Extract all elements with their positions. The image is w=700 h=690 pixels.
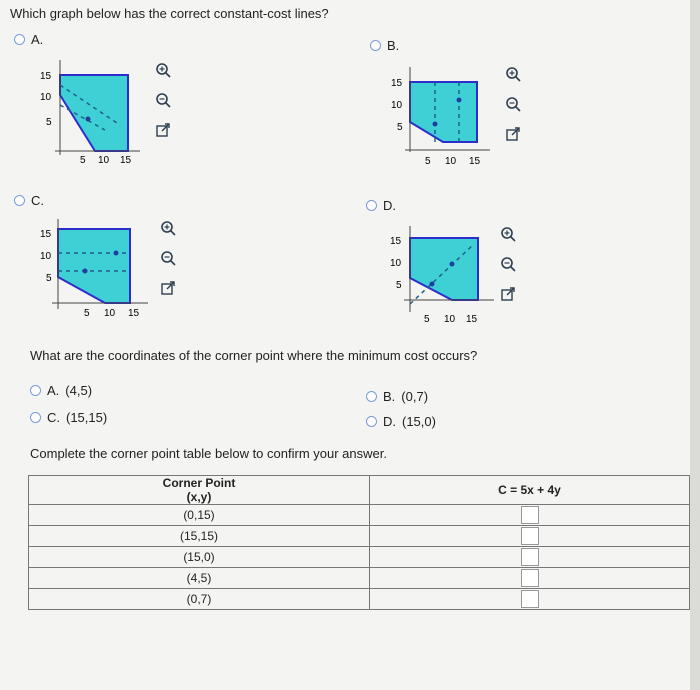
radio-button[interactable] [30, 412, 41, 423]
zoom-out-icon[interactable] [500, 256, 516, 272]
radio-button[interactable] [366, 200, 377, 211]
cost-input[interactable] [521, 569, 539, 587]
data-point [457, 98, 462, 103]
zoom-out-icon[interactable] [505, 96, 521, 112]
data-point [86, 117, 91, 122]
graph-c [30, 215, 155, 320]
option-c-graph[interactable] [14, 193, 44, 208]
option-value: (4,5) [65, 383, 93, 398]
y-tick-label: 15 [391, 78, 403, 89]
corner-point-cell: (0,7) [29, 589, 370, 610]
zoom-in-icon[interactable] [160, 220, 176, 236]
radio-button[interactable] [366, 391, 377, 402]
graph-c-toolbar [160, 220, 176, 296]
x-tick-label: 5 [80, 155, 86, 165]
corner-point-table [28, 475, 690, 610]
option-letter: B. [383, 389, 396, 404]
corner-point-cell: (0,15) [29, 505, 370, 526]
cost-input[interactable] [521, 590, 539, 608]
feasible-region [410, 82, 477, 142]
x-tick-label: 10 [104, 308, 116, 319]
header-corner-label: Corner Point [162, 476, 236, 490]
zoom-out-icon[interactable] [160, 250, 176, 266]
y-tick-label: 10 [390, 258, 402, 269]
cost-cell [370, 505, 690, 526]
cost-input[interactable] [521, 548, 539, 566]
option-b-answer[interactable] [366, 389, 428, 404]
option-c-answer[interactable] [30, 410, 107, 425]
question-3-text: Complete the corner point table below to confirm your answer. [30, 446, 387, 461]
option-letter: C. [47, 410, 60, 425]
option-value: (15,0) [402, 414, 436, 429]
x-tick-label: 15 [128, 308, 140, 319]
zoom-out-icon[interactable] [155, 92, 171, 108]
data-point [433, 122, 438, 127]
radio-button[interactable] [14, 34, 25, 45]
x-tick-label: 10 [445, 156, 457, 167]
graph-b [385, 62, 500, 172]
cost-cell [370, 547, 690, 568]
radio-button[interactable] [30, 385, 41, 396]
data-point [450, 262, 455, 267]
graph-d [382, 222, 507, 327]
feasible-region [60, 75, 128, 151]
table-row [29, 568, 690, 589]
data-point [83, 269, 88, 274]
option-b-graph[interactable] [370, 38, 399, 53]
graph-a-toolbar [155, 62, 171, 138]
y-tick-label: 5 [46, 273, 52, 284]
radio-button[interactable] [14, 195, 25, 206]
x-tick-label: 5 [84, 308, 90, 319]
y-tick-label: 5 [396, 280, 402, 291]
header-corner-point [29, 476, 370, 505]
option-d-graph[interactable] [366, 198, 396, 213]
corner-point-cell: (15,0) [29, 547, 370, 568]
option-d-answer[interactable] [366, 414, 436, 429]
x-tick-label: 15 [120, 155, 132, 165]
option-letter: B. [387, 38, 400, 53]
option-a-graph[interactable] [14, 32, 43, 47]
y-tick-label: 10 [40, 251, 52, 262]
y-tick-label: 5 [46, 117, 52, 128]
radio-button[interactable] [366, 416, 377, 427]
graph-d-toolbar [500, 226, 516, 302]
cost-cell [370, 589, 690, 610]
header-cost [370, 476, 690, 505]
graph-a [30, 55, 145, 165]
x-tick-label: 5 [424, 314, 430, 325]
question-1-text: Which graph below has the correct constant-cost lines? [10, 6, 329, 21]
header-cost-label: C = 5x + 4y [498, 483, 561, 497]
y-tick-label: 10 [40, 92, 52, 103]
radio-button[interactable] [370, 40, 381, 51]
data-point [114, 251, 119, 256]
graph-b-toolbar [505, 66, 521, 142]
y-tick-label: 15 [390, 236, 402, 247]
zoom-in-icon[interactable] [500, 226, 516, 242]
x-tick-label: 15 [466, 314, 478, 325]
x-tick-label: 10 [98, 155, 110, 165]
x-tick-label: 10 [444, 314, 456, 325]
header-xy-label: (x,y) [186, 490, 212, 504]
table-row [29, 589, 690, 610]
zoom-in-icon[interactable] [505, 66, 521, 82]
option-value: (15,15) [66, 410, 108, 425]
table-row [29, 526, 690, 547]
table-row [29, 505, 690, 526]
corner-point-cell: (4,5) [29, 568, 370, 589]
cost-cell [370, 526, 690, 547]
corner-point-cell: (15,15) [29, 526, 370, 547]
y-tick-label: 10 [391, 100, 403, 111]
cost-input[interactable] [521, 506, 539, 524]
option-letter: C. [31, 193, 44, 208]
feasible-region [58, 229, 130, 303]
data-point [430, 282, 435, 287]
x-tick-label: 5 [425, 156, 431, 167]
open-new-window-icon[interactable] [500, 286, 516, 302]
open-new-window-icon[interactable] [505, 126, 521, 142]
cost-input[interactable] [521, 527, 539, 545]
feasible-region [410, 238, 478, 300]
zoom-in-icon[interactable] [155, 62, 171, 78]
table-header-row [29, 476, 690, 505]
y-tick-label: 15 [40, 71, 52, 82]
open-new-window-icon[interactable] [155, 122, 171, 138]
option-letter: D. [383, 414, 396, 429]
option-value: (0,7) [401, 389, 429, 404]
y-tick-label: 5 [397, 122, 403, 133]
option-a-answer[interactable] [30, 383, 92, 398]
open-new-window-icon[interactable] [160, 280, 176, 296]
option-letter: D. [383, 198, 396, 213]
x-tick-label: 15 [469, 156, 481, 167]
question-2-text: What are the coordinates of the corner point where the minimum cost occurs? [30, 348, 478, 363]
table-row [29, 547, 690, 568]
y-tick-label: 15 [40, 229, 52, 240]
option-letter: A. [47, 383, 60, 398]
cost-cell [370, 568, 690, 589]
option-letter: A. [31, 32, 44, 47]
